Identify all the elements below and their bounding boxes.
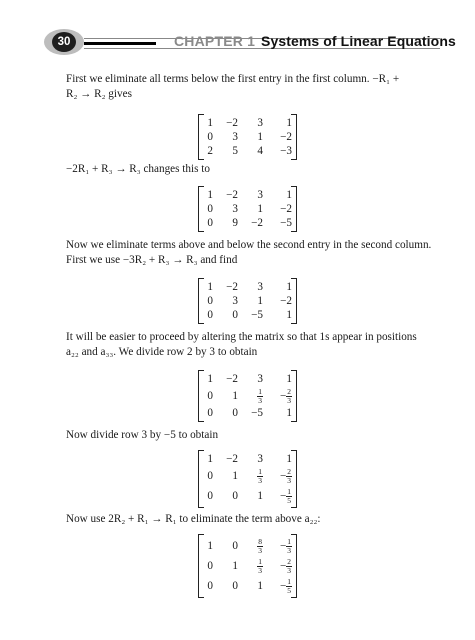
matrix-row <box>203 130 292 144</box>
fraction: $\frac{8}{3}$ <box>258 536 262 555</box>
matrix-cell: 1 <box>207 117 213 129</box>
matrix-bracket-corner <box>199 597 204 598</box>
matrix-row <box>203 486 292 506</box>
matrix-bracket-corner <box>291 597 296 598</box>
paragraph-1-line-2: R₂ → R₂ gives <box>66 88 132 100</box>
matrix-cell: −2 <box>226 453 238 465</box>
matrix-bracket-corner <box>291 323 296 324</box>
fraction: − $\frac{1}{5}$ <box>279 486 291 505</box>
matrix-cell <box>238 556 263 576</box>
paragraph-5 <box>66 428 444 443</box>
matrix-cell: 1 <box>257 580 263 592</box>
matrix-row <box>203 452 292 466</box>
matrix-cell: 3 <box>232 295 238 307</box>
matrix-cell: 0 <box>207 390 213 402</box>
matrix-cell: 3 <box>232 203 238 215</box>
matrix-cell: 2 <box>207 145 213 157</box>
paragraph-4 <box>66 330 444 360</box>
matrix-cell: 4 <box>257 145 263 157</box>
matrix-cell: 3 <box>232 131 238 143</box>
paragraph-1 <box>66 72 444 102</box>
matrix-row <box>203 386 292 406</box>
matrix-cell: 0 <box>207 217 213 229</box>
matrix-3 <box>198 278 297 324</box>
matrix-cell: 0 <box>207 131 213 143</box>
matrix-cell: 1 <box>232 470 238 482</box>
matrix-row <box>203 556 292 576</box>
matrix-grid <box>203 452 292 506</box>
matrix-cell: 1 <box>257 203 263 215</box>
matrix-cell: 0 <box>207 295 213 307</box>
matrix-cell: 1 <box>232 390 238 402</box>
matrix-cell: −2 <box>226 373 238 385</box>
matrix-bracket-corner <box>199 159 204 160</box>
fraction: − $\frac{2}{3}$ <box>279 466 291 485</box>
matrix-cell: 1 <box>286 453 292 465</box>
matrix-bracket-corner <box>291 507 296 508</box>
page-header <box>0 0 475 70</box>
fraction: $\frac{1}{3}$ <box>258 386 262 405</box>
matrix-bracket-corner <box>199 323 204 324</box>
paragraph-3-line-1: Now we eliminate terms above and below the second entry in the second column. <box>66 239 432 251</box>
page-number: 30 <box>52 32 76 52</box>
matrix-6 <box>198 534 297 598</box>
matrix-cell: 1 <box>232 560 238 572</box>
matrix-row <box>203 576 292 596</box>
matrix-grid <box>203 116 292 158</box>
matrix-bracket-corner <box>199 507 204 508</box>
matrix-grid <box>203 280 292 322</box>
matrix-bracket-corner <box>291 450 296 451</box>
matrix-cell: 1 <box>286 407 292 419</box>
matrix-cell <box>238 466 263 486</box>
matrix-cell: −5 <box>280 217 292 229</box>
matrix-cell: 3 <box>257 281 263 293</box>
matrix-bracket-corner <box>291 186 296 187</box>
matrix-cell <box>263 486 292 506</box>
matrix-cell: 1 <box>207 189 213 201</box>
paragraph-5-text: Now divide row 3 by −5 to obtain <box>66 429 219 441</box>
matrix-cell: 0 <box>232 490 238 502</box>
matrix-cell: −2 <box>226 117 238 129</box>
chapter-label: CHAPTER 1 <box>174 33 256 49</box>
matrix-cell <box>263 576 292 596</box>
matrix-cell: 3 <box>257 373 263 385</box>
fraction: − $\frac{2}{3}$ <box>279 386 291 405</box>
matrix-cell: 0 <box>207 203 213 215</box>
matrix-cell: 1 <box>207 281 213 293</box>
paragraph-3-line-2: First we use −3R₂ + R₃ → R₃ and find <box>66 254 238 266</box>
matrix-cell: 0 <box>232 580 238 592</box>
matrix-cell: 0 <box>232 540 238 552</box>
fraction: − $\frac{1}{3}$ <box>279 536 291 555</box>
matrix-bracket-corner <box>199 278 204 279</box>
fraction: − $\frac{2}{3}$ <box>279 556 291 575</box>
page-number-badge <box>44 29 84 55</box>
matrix-row <box>203 372 292 386</box>
matrix-cell: 0 <box>207 490 213 502</box>
matrix-cell: 5 <box>232 145 238 157</box>
matrix-cell <box>263 556 292 576</box>
matrix-bracket-corner <box>291 534 296 535</box>
paragraph-6 <box>66 512 444 527</box>
matrix-cell <box>263 536 292 556</box>
matrix-cell: 1 <box>257 295 263 307</box>
matrix-row <box>203 216 292 230</box>
matrix-cell: 3 <box>257 453 263 465</box>
matrix-bracket-corner <box>199 450 204 451</box>
matrix-cell: 0 <box>207 560 213 572</box>
matrix-bracket-corner <box>199 186 204 187</box>
matrix-5 <box>198 450 297 508</box>
matrix-row <box>203 294 292 308</box>
matrix-row <box>203 308 292 322</box>
matrix-row <box>203 116 292 130</box>
fraction: − $\frac{1}{5}$ <box>279 576 291 595</box>
matrix-bracket-corner <box>291 370 296 371</box>
matrix-cell: 1 <box>257 490 263 502</box>
matrix-cell <box>238 386 263 406</box>
matrix-cell <box>263 386 292 406</box>
matrix-cell <box>263 466 292 486</box>
matrix-cell: 1 <box>207 373 213 385</box>
matrix-bracket-corner <box>291 278 296 279</box>
matrix-1 <box>198 114 297 160</box>
fraction: $\frac{1}{3}$ <box>258 556 262 575</box>
matrix-cell: −5 <box>251 309 263 321</box>
matrix-cell: −3 <box>280 145 292 157</box>
matrix-cell: −2 <box>226 189 238 201</box>
matrix-cell: 1 <box>286 189 292 201</box>
matrix-2 <box>198 186 297 232</box>
matrix-cell: 1 <box>286 373 292 385</box>
matrix-cell: −2 <box>226 281 238 293</box>
matrix-cell: −5 <box>251 407 263 419</box>
matrix-bracket-corner <box>199 534 204 535</box>
matrix-cell: −2 <box>280 203 292 215</box>
paragraph-2 <box>66 162 444 177</box>
matrix-cell: 1 <box>286 117 292 129</box>
matrix-row <box>203 144 292 158</box>
matrix-bracket-corner <box>291 231 296 232</box>
header-rule-thick <box>84 42 156 45</box>
matrix-grid <box>203 536 292 596</box>
matrix-bracket-corner <box>291 114 296 115</box>
matrix-row <box>203 536 292 556</box>
matrix-bracket-corner <box>291 159 296 160</box>
matrix-row <box>203 406 292 420</box>
matrix-bracket-corner <box>199 421 204 422</box>
matrix-cell: 1 <box>207 453 213 465</box>
matrix-cell: 0 <box>232 309 238 321</box>
matrix-grid <box>203 372 292 420</box>
paragraph-6-text: Now use 2R₂ + R₁ → R₁ to eliminate the term above a₂₂: <box>66 513 321 525</box>
paragraph-1-line-1: First we eliminate all terms below the first entry in the first column. −R₁ + <box>66 73 400 85</box>
matrix-cell: 3 <box>257 117 263 129</box>
matrix-cell: 0 <box>232 407 238 419</box>
matrix-bracket-corner <box>199 231 204 232</box>
matrix-row <box>203 466 292 486</box>
matrix-row <box>203 188 292 202</box>
matrix-cell: 0 <box>207 580 213 592</box>
matrix-cell: 0 <box>207 407 213 419</box>
matrix-cell: 1 <box>286 281 292 293</box>
matrix-cell: 1 <box>257 131 263 143</box>
matrix-grid <box>203 188 292 230</box>
matrix-4 <box>198 370 297 422</box>
matrix-bracket-corner <box>199 114 204 115</box>
fraction: $\frac{1}{3}$ <box>258 466 262 485</box>
matrix-cell: 0 <box>207 309 213 321</box>
paragraph-3 <box>66 238 444 268</box>
matrix-row <box>203 202 292 216</box>
matrix-cell: 1 <box>207 540 213 552</box>
matrix-cell: 0 <box>207 470 213 482</box>
matrix-bracket-corner <box>199 370 204 371</box>
matrix-cell <box>238 536 263 556</box>
matrix-cell: 1 <box>286 309 292 321</box>
matrix-cell: −2 <box>280 131 292 143</box>
matrix-cell: 3 <box>257 189 263 201</box>
matrix-cell: −2 <box>251 217 263 229</box>
matrix-cell: −2 <box>280 295 292 307</box>
paragraph-4-line-1: It will be easier to proceed by altering the matrix so that 1s appear in positions <box>66 331 417 343</box>
paragraph-4-line-2: a₂₂ and a₃₃. We divide row 2 by 3 to obtain <box>66 346 258 358</box>
paragraph-2-text: −2R₁ + R₃ → R₃ changes this to <box>66 163 210 175</box>
matrix-bracket-corner <box>291 421 296 422</box>
chapter-title: Systems of Linear Equations <box>261 33 456 49</box>
matrix-row <box>203 280 292 294</box>
matrix-cell: 9 <box>232 217 238 229</box>
